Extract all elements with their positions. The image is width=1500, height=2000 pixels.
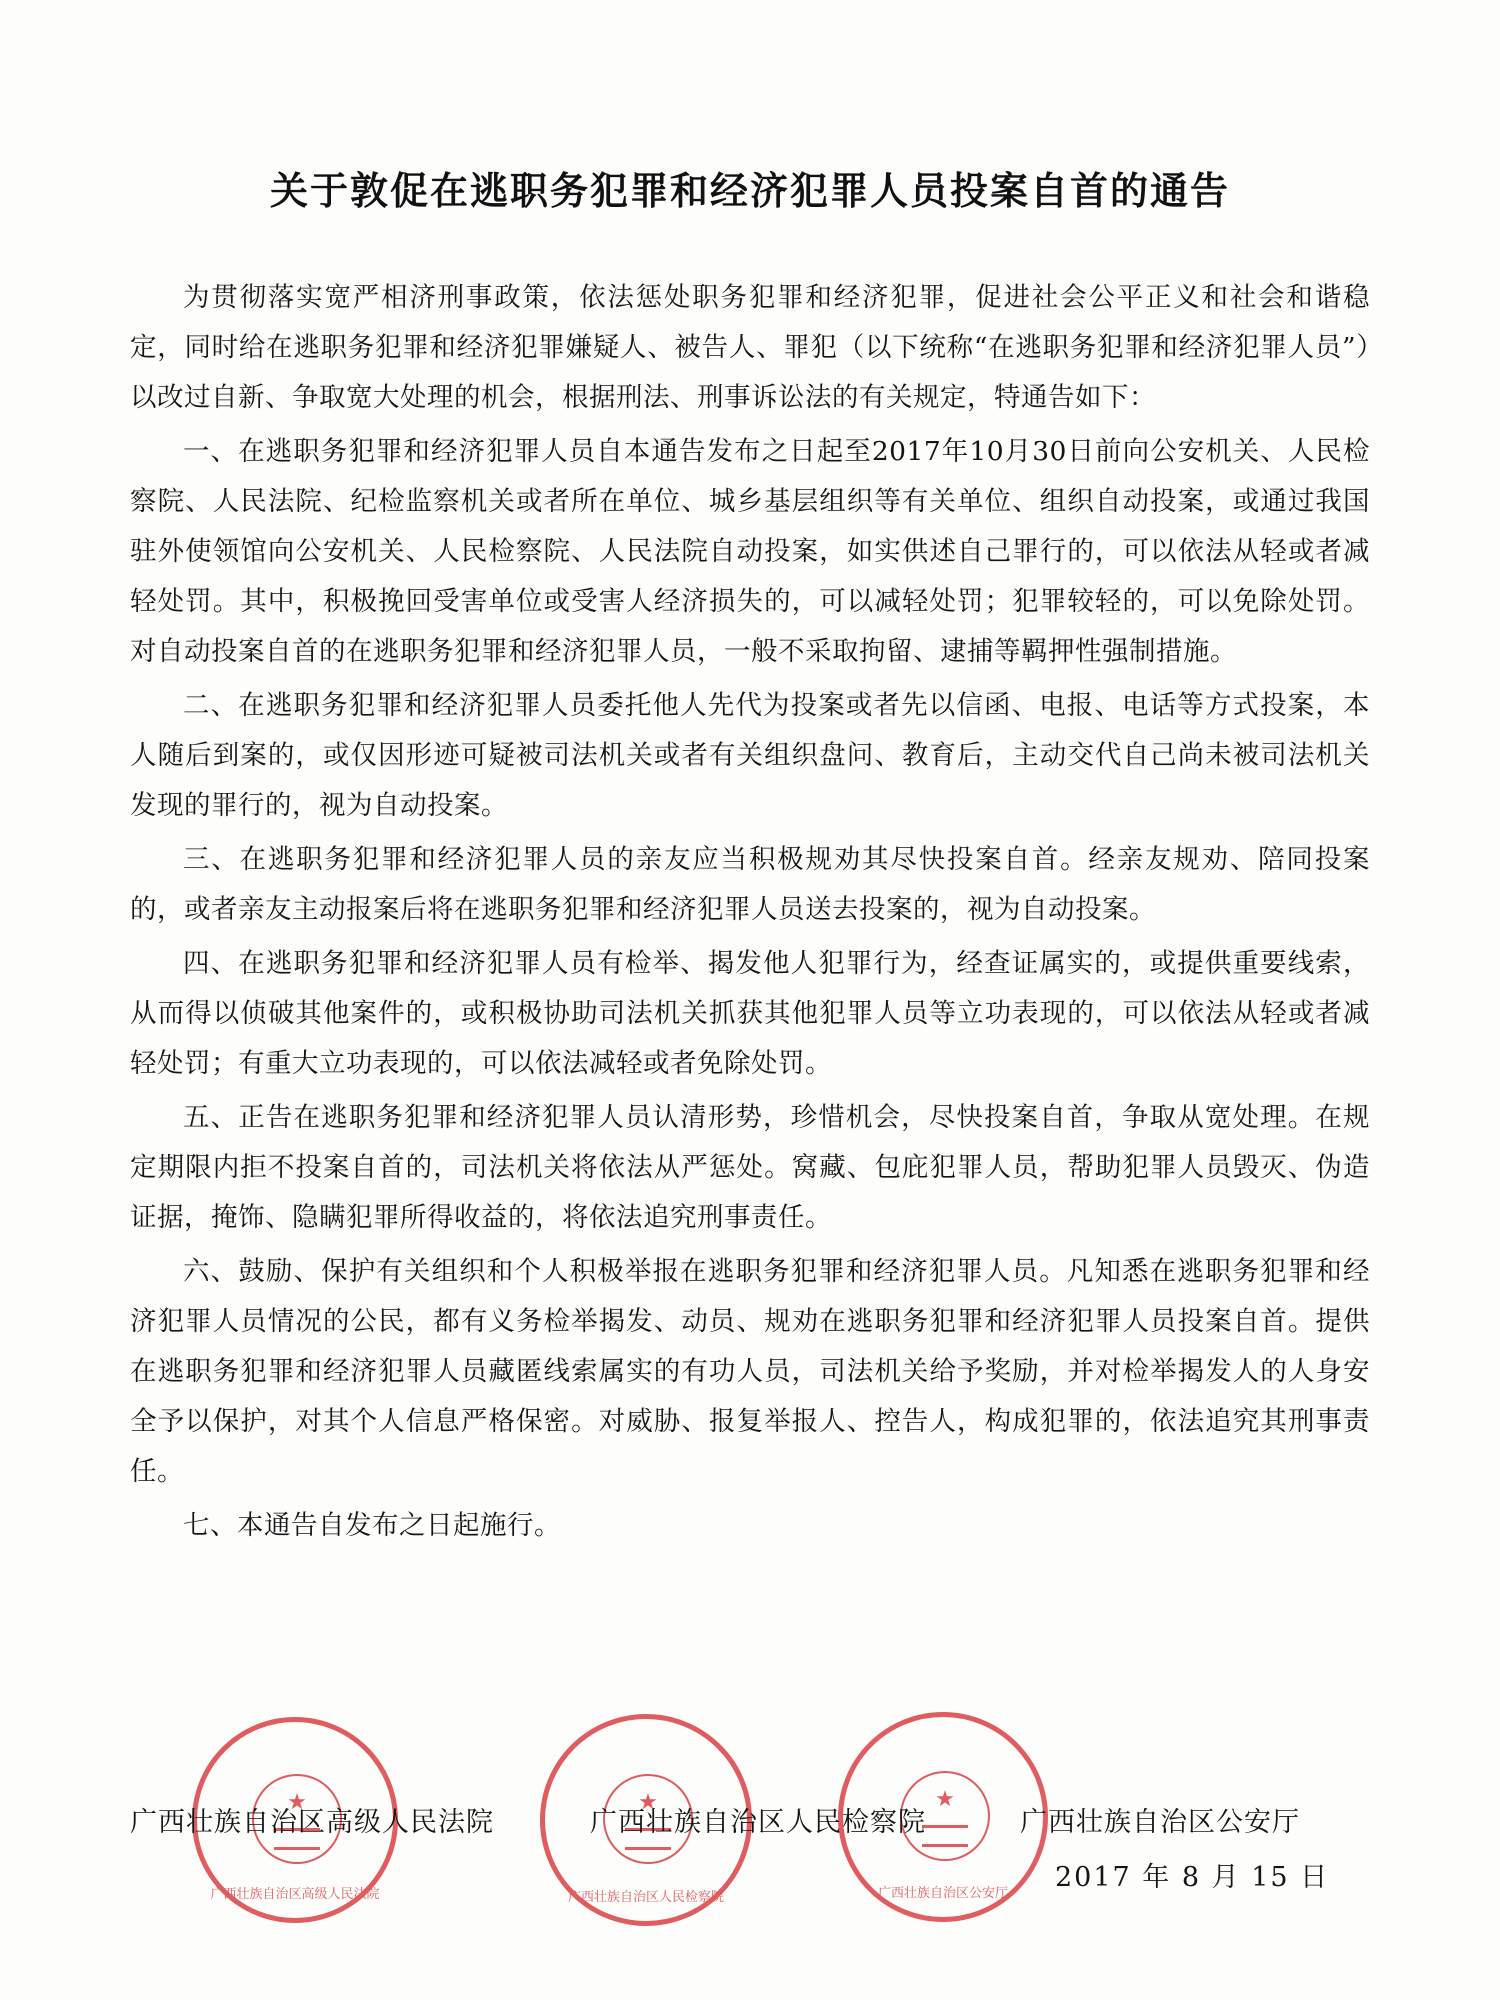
paragraph-article-6: 六、鼓励、保护有关组织和个人积极举报在逃职务犯罪和经济犯罪人员。凡知悉在逃职务犯罪和经济犯罪人员情况的公民，都有义务检举揭发、动员、规劝在逃职务犯罪和经济犯罪人员投案自首。提供在逃职务犯罪和经济犯罪人员藏匿线索属实的有功人员，司法机关给予奖励，并对检举揭发人的人身安全予以保护，对其个人信息严格保密。对威胁、报复举报人、控告人，构成犯罪的，依法追究其刑事责任。: [130, 1256, 1370, 1487]
paragraph-article-5: 五、正告在逃职务犯罪和经济犯罪人员认清形势，珍惜机会，尽快投案自首，争取从宽处理。在规定期限内拒不投案自首的，司法机关将依法从严惩处。窝藏、包庇犯罪人员，帮助犯罪人员毁灭、伪造证据，掩饰、隐瞒犯罪所得收益的，将依法追究刑事责任。: [130, 1102, 1370, 1233]
document-date: 2017 年 8 月 15 日: [1055, 1862, 1330, 1893]
signature-public-security: 广西壮族自治区公安厅: [1020, 1807, 1300, 1838]
page-title: 关于敦促在逃职务犯罪和经济犯罪人员投案自首的通告: [269, 168, 1230, 213]
paragraph-article-1: 一、在逃职务犯罪和经济犯罪人员自本通告发布之日起至2017年10月30日前向公安机关、人民检察院、人民法院、纪检监察机关或者所在单位、城乡基层组织等有关单位、组织自动投案，或通过我国驻外使领馆向公安机关、人民检察院、人民法院自动投案，如实供述自己罪行的，可以依法从轻或者减轻处罚。其中，积极挽回受害单位或受害人经济损失的，可以减轻处罚；犯罪较轻的，可以免除处罚。对自动投案自首的在逃职务犯罪和经济犯罪人员，一般不采取拘留、逮捕等羁押性强制措施。: [130, 436, 1370, 667]
seal-label-public-security: 广西壮族自治区公安厅: [877, 1886, 1009, 1901]
paragraph-article-7: 七、本通告自发布之日起施行。: [183, 1510, 561, 1541]
seal-label-high-court: 广西壮族自治区高级人民法院: [210, 1887, 380, 1902]
seal-label-procuratorate: 广西壮族自治区人民检察院: [567, 1890, 725, 1905]
paragraph-article-3: 三、在逃职务犯罪和经济犯罪人员的亲友应当积极规劝其尽快投案自首。经亲友规劝、陪同投案的，或者亲友主动报案后将在逃职务犯罪和经济犯罪人员送去投案的，视为自动投案。: [130, 844, 1370, 925]
paragraph-preamble: 为贯彻落实宽严相济刑事政策，依法惩处职务犯罪和经济犯罪，促进社会公平正义和社会和谐稳定，同时给在逃职务犯罪和经济犯罪嫌疑人、被告人、罪犯（以下统称“在逃职务犯罪和经济犯罪人员”）以改过自新、争取宽大处理的机会，根据刑法、刑事诉讼法的有关规定，特通告如下：: [130, 282, 1370, 413]
paragraph-article-4: 四、在逃职务犯罪和经济犯罪人员有检举、揭发他人犯罪行为，经查证属实的，或提供重要线索，从而得以侦破其他案件的，或积极协助司法机关抓获其他犯罪人员等立功表现的，可以依法从轻或者减轻处罚；有重大立功表现的，可以依法减轻或者免除处罚。: [130, 948, 1370, 1079]
signature-high-court: 广西壮族自治区高级人民法院: [130, 1807, 494, 1838]
document-body: [130, 215, 1370, 1551]
paragraph-article-2: 二、在逃职务犯罪和经济犯罪人员委托他人先代为投案或者先以信函、电报、电话等方式投案，本人随后到案的，或仅因形迹可疑被司法机关或者有关组织盘问、教育后，主动交代自己尚未被司法机关发现的罪行的，视为自动投案。: [130, 690, 1370, 821]
signature-procuratorate: 广西壮族自治区人民检察院: [590, 1807, 926, 1838]
